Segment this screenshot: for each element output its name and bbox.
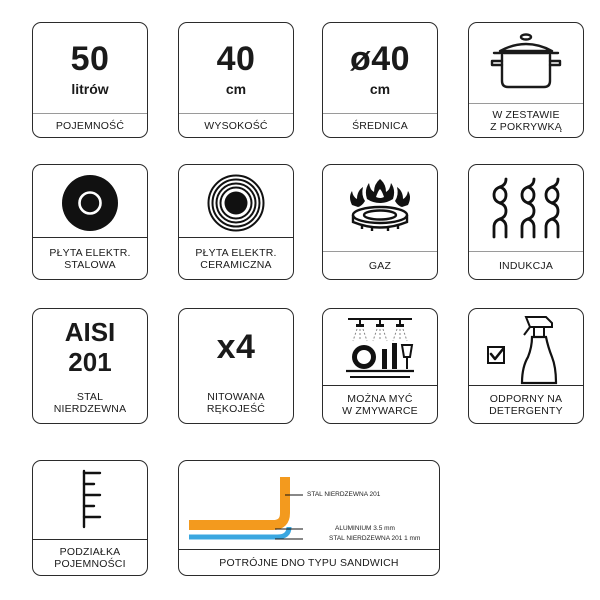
gas-label: GAZ [323,251,437,279]
handles-label-line1: NITOWANA [207,391,265,403]
sandwich-note-steel-thin: STAL NIERDZEWNA 201 1 mm [329,535,421,542]
steel-grade-card [32,308,148,424]
lid-card [468,22,584,138]
handles-card [178,308,294,424]
induction-coil-icon [484,175,568,241]
handles-caption [179,383,293,423]
height-unit: cm [225,81,247,97]
detergent-label-line1: ODPORNY NA [489,392,563,405]
diameter-card [322,22,438,138]
steel-grade-caption [33,383,147,423]
induction-card [468,164,584,280]
gas-card [322,164,438,280]
steel-plate-label-line1: PŁYTA ELEKTR. [49,246,131,259]
spray-bottle-icon [484,313,568,387]
dishwasher-label-line2: W ZMYWARCE [342,404,418,417]
steel-grade-label-line2: NIERDZEWNA [53,403,127,415]
capacity-unit: litrów [71,81,109,97]
steel-plate-label-line2: STALOWA [64,258,116,271]
ceramic-hob-icon [206,173,266,233]
lid-caption [469,103,583,137]
measuring-scale-icon [70,467,110,531]
capacity-value: 50 [70,40,110,78]
ceramic-plate-label-line2: CERAMICZNA [200,258,272,271]
dishwasher-card [322,308,438,424]
capacity-label: POJEMNOŚĆ [33,113,147,137]
steel-grade-line1: AISI [64,317,116,347]
detergent-caption [469,385,583,423]
gas-burner-icon [340,175,420,237]
capacity-card [32,22,148,138]
sandwich-note-aluminium: ALUMINIUM 3.5 mm [335,525,395,532]
steel-grade-label-line1: STAL [76,391,104,403]
ceramic-plate-card [178,164,294,280]
height-card [178,22,294,138]
detergent-label-line2: DETERGENTY [489,404,563,417]
pot-with-lid-icon [486,31,566,91]
scale-caption [33,539,147,575]
steel-plate-card [32,164,148,280]
diameter-unit: cm [369,81,391,97]
diameter-label: ŚREDNICA [323,113,437,137]
scale-card [32,460,148,576]
steel-plate-caption [33,237,147,279]
dishwasher-caption [323,385,437,423]
handles-label-line2: RĘKOJEŚĆ [206,403,266,415]
induction-label: INDUKCJA [469,251,583,279]
height-value: 40 [216,40,256,78]
ceramic-plate-label-line1: PŁYTA ELEKTR. [195,246,277,259]
height-label: WYSOKOŚĆ [179,113,293,137]
sandwich-bottom-card [178,460,440,576]
handles-count: x4 [216,328,256,366]
detergent-card [468,308,584,424]
diameter-value: ø40 [349,40,411,78]
ceramic-plate-caption [179,237,293,279]
scale-label-line1: PODZIAŁKA [59,545,121,558]
sandwich-label: POTRÓJNE DNO TYPU SANDWICH [179,549,439,575]
lid-label-line1: W ZESTAWIE [492,108,560,121]
lid-label-line2: Z POKRYWKĄ [490,120,562,133]
sandwich-note-steel: STAL NIERDZEWNA 201 [307,491,381,498]
scale-label-line2: POJEMNOŚCI [54,557,126,570]
sandwich-layers-icon [185,467,305,557]
dishwasher-icon [342,315,418,381]
steel-hotplate-icon [60,173,120,233]
dishwasher-label-line1: MOŻNA MYĆ [347,392,413,405]
steel-grade-line2: 201 [68,347,112,377]
